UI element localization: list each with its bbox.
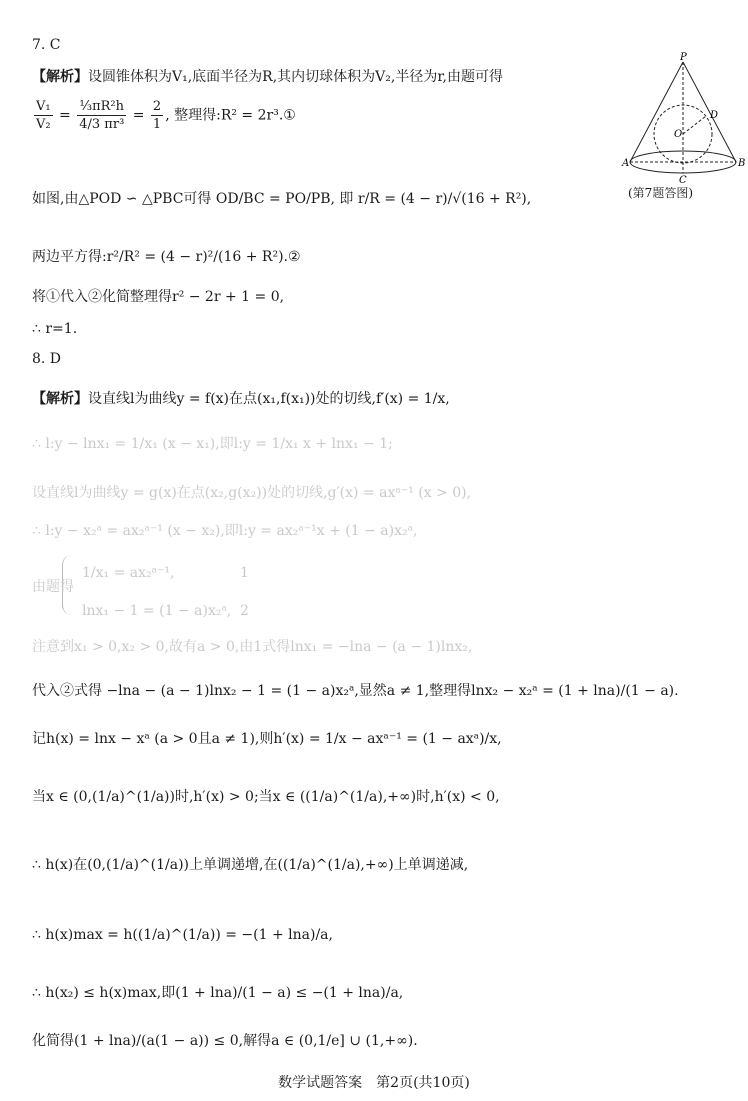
cone-figure (620, 52, 745, 202)
q8-number: 8. D (32, 351, 62, 367)
q8-line-4: 当x ∈ (0,(1/a)^(1/a))时,h′(x) > 0;当x ∈ ((1/a)^(1/a),+∞)时,h′(x) < 0, (32, 789, 500, 805)
q7-line-5: 将①代入②化简整理得r² − 2r + 1 = 0, (32, 289, 285, 305)
q7-formula-4: r²/R² = (4 − r)²/(16 + R²).② (106, 249, 301, 265)
q8-line-1-row (32, 392, 450, 406)
q8-faint-5: 注意到x₁ > 0,x₂ > 0,故有a > 0,由1式得lnx₁ = −lna − (a − 1)lnx₂, (32, 639, 473, 655)
q7-tag: 【解析】 (32, 69, 88, 85)
label-D: D (710, 110, 719, 121)
q8-faint-4-n1: 1 (240, 565, 249, 581)
q7-number: 7. C (32, 37, 61, 53)
q8-line-6: ∴ h(x)max = h((1/a)^(1/a)) = −(1 + lna)/a, (32, 927, 333, 943)
q7-line-1: 设圆锥体积为V₁,底面半径为R,其内切球体积为V₂,半径为r,由题可得 (88, 69, 503, 85)
q8-faint-4: 由题得 (32, 579, 74, 595)
q8-faint-4b: lnx₁ − 1 = (1 − a)x₂ᵃ, (82, 603, 232, 619)
q8-line-8: 化简得(1 + lna)/(a(1 − a)) ≤ 0,解得a ∈ (0,1/e] ∪ (1,+∞). (32, 1033, 418, 1049)
q8-line-2: 代入②式得 −lna − (a − 1)lnx₂ − 1 = (1 − a)x₂ᵃ,显然a ≠ 1,整理得lnx₂ − x₂ᵃ = (1 + lna)/(1 − a). (32, 683, 679, 699)
q7-line-4-row: 两边平方得:r²/R² = (4 − r)²/(16 + R²).② (32, 249, 301, 265)
q7-formula-1: $\frac{\text{V₁}}{\text{V₂}}$ = $\frac{\text{⅓πR²h}}{\text{4/3 πr³}}$ = $\frac{2}{1}$ , 整理得:R² = 2r³.① (36, 99, 296, 132)
figure-caption: (第7题答图) (628, 186, 693, 200)
q7-formula-3: r/R = (4 − r)/√(16 + R²) (357, 191, 527, 207)
q7-line-6: ∴ r=1. (32, 321, 78, 337)
q7-intro (32, 70, 503, 84)
q8-tag: 【解析】 (32, 391, 88, 407)
q8-faint-4a: 1/x₁ = ax₂ᵃ⁻¹, (82, 565, 175, 581)
q8-faint-3: ∴ l:y − x₂ᵃ = ax₂ᵃ⁻¹ (x − x₂),即l:y = ax₂ᵃ⁻¹x + (1 − a)x₂ᵃ, (32, 523, 418, 539)
q8-faint-1: ∴ l:y − lnx₁ = 1/x₁ (x − x₁),即l:y = 1/x₁ x + lnx₁ − 1; (32, 436, 393, 452)
label-P: P (680, 52, 687, 63)
label-O: O (674, 129, 683, 140)
q7-line-3-row: 如图,由△POD ∽ △PBC可得 OD/BC = PO/PB, 即 r/R = (4 − r)/√(16 + R²), (32, 191, 532, 207)
label-B: B (738, 158, 745, 169)
q8-line-3: 记h(x) = lnx − xᵃ (a > 0且a ≠ 1),则h′(x) = 1/x − axᵃ⁻¹ = (1 − axᵃ)/x, (32, 731, 502, 747)
q8-line-1: 设直线l为曲线y = f(x)在点(x₁,f(x₁))处的切线,f′(x) = 1/x, (88, 391, 450, 407)
q8-faint-4-n2: 2 (240, 603, 249, 619)
label-C: C (679, 175, 687, 186)
q7-line-2: 整理得:R² = 2r³.① (174, 107, 296, 124)
page-footer: 数学试题答案 第2页(共10页) (278, 1075, 470, 1091)
label-A: A (622, 158, 630, 169)
q7-formula-2: OD/BC = PO/PB (215, 191, 331, 207)
q8-line-5: ∴ h(x)在(0,(1/a)^(1/a))上单调递增,在((1/a)^(1/a),+∞)上单调递减, (32, 857, 469, 873)
q8-line-7: ∴ h(x₂) ≤ h(x)max,即(1 + lna)/(1 − a) ≤ −(1 + lna)/a, (32, 985, 404, 1001)
q8-faint-2: 设直线l为曲线y = g(x)在点(x₂,g(x₂))处的切线,g′(x) = axᵃ⁻¹ (x > 0), (32, 485, 472, 501)
